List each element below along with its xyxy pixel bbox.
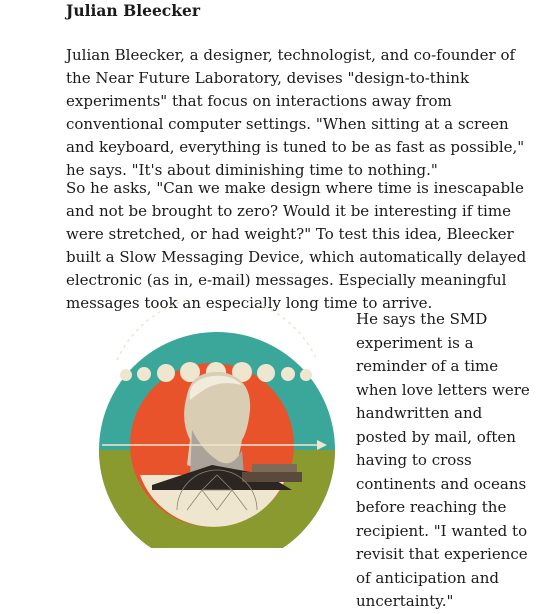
article-title: Julian Bleecker: [66, 1, 201, 20]
collage-illustration: [92, 300, 342, 548]
side-paragraph: He says the SMD experiment is a reminder of a time when love letters were handwritten and posted by mail, often having to cross continents and oceans before reaching the recipient. "I wanted to revisit that experience of anticipation and uncertainty.": [356, 310, 530, 610]
paragraph-experiment: So he asks, "Can we make design where time is inescapable and not be brought to zero? Would it be interesting if time were stretched, or had weight?" To test this idea, Bleecker built a Slow Messaging Device, which automatically delayed electronic (as in, e-mail) messages. Especially meaningful messages took an especially long time to arrive.: [66, 179, 527, 312]
paragraph-intro: Julian Bleecker, a designer, technologist, and co-founder of the Near Future Laboratory, devises "design-to-think experiments" that focus on interactions away from conventional computer settings. "When sitting at a screen and keyboard, everything is tuned to be as fast as possible," he says. "It's about diminishing time to nothing.": [66, 46, 525, 179]
